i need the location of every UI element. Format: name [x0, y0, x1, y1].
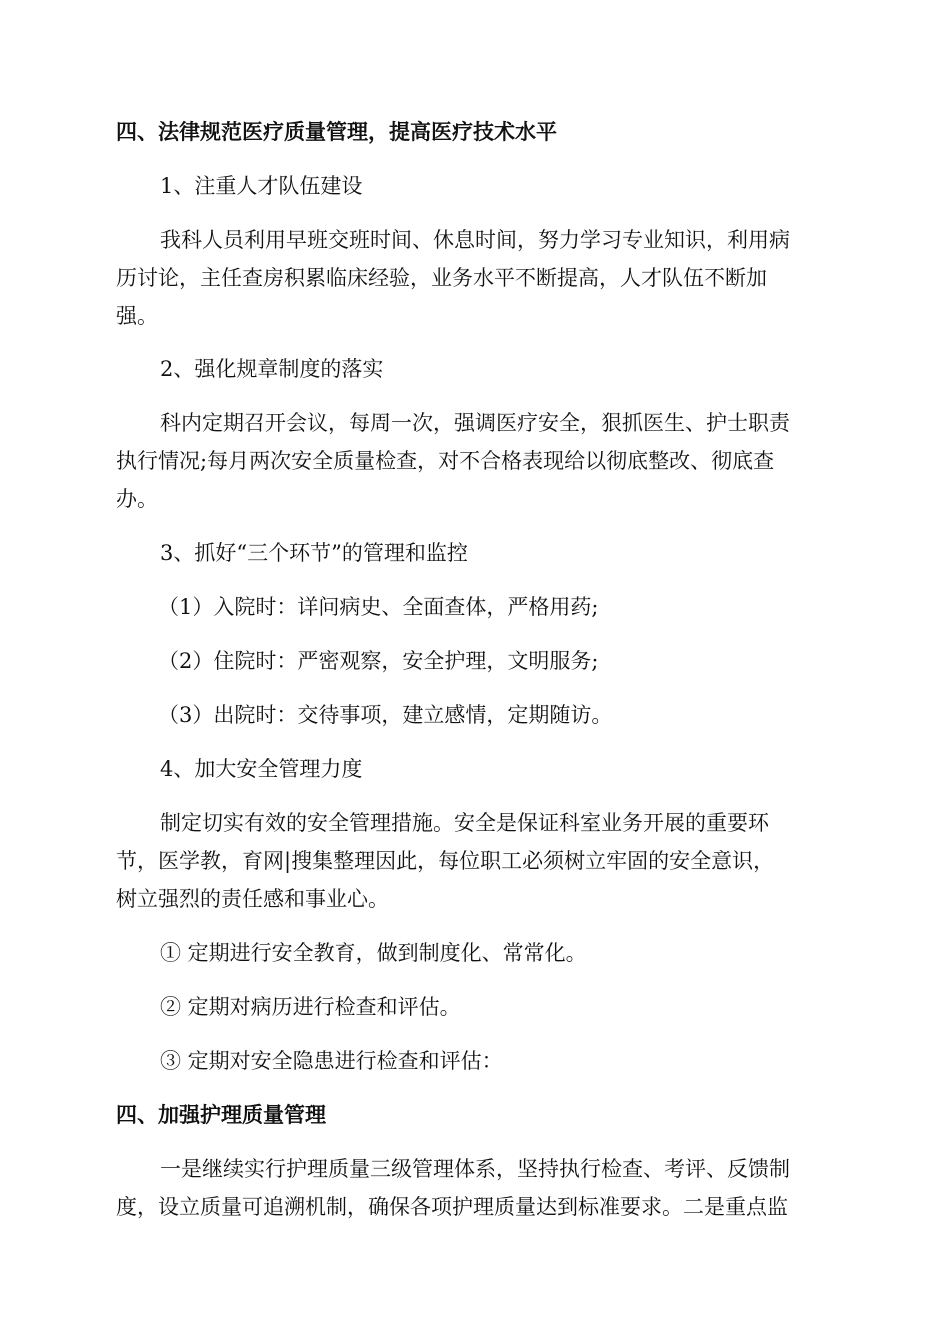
- item-4-list-2: ② 定期对病历进行检查和评估。: [160, 995, 461, 1019]
- item-1-paragraph-line-1: 我科人员利用早班交班时间、休息时间，努力学习专业知识，利用病: [160, 228, 790, 252]
- item-4-paragraph-line-1: 制定切实有效的安全管理措施。安全是保证科室业务开展的重要环: [160, 811, 769, 835]
- item-1-paragraph-line-2: 历讨论，主任查房积累临床经验，业务水平不断提高，人才队伍不断加: [116, 266, 767, 290]
- item-3-list-2: （2）住院时：严密观察，安全护理，文明服务;: [158, 649, 599, 673]
- item-1-heading: 1、注重人才队伍建设: [160, 174, 363, 198]
- section-2-title: 四、加强护理质量管理: [116, 1103, 326, 1127]
- item-2-paragraph-line-2: 执行情况;每月两次安全质量检查，对不合格表现给以彻底整改、彻底查: [116, 449, 775, 473]
- item-4-paragraph-line-3: 树立强烈的责任感和事业心。: [116, 887, 389, 911]
- item-2-heading: 2、强化规章制度的落实: [160, 357, 384, 381]
- item-1-paragraph-line-3: 强。: [116, 304, 158, 328]
- section-2-paragraph-line-1: 一是继续实行护理质量三级管理体系，坚持执行检查、考评、反馈制: [160, 1157, 790, 1181]
- item-4-paragraph-line-2: 节，医学教，育网|搜集整理因此，每位职工必须树立牢固的安全意识，: [116, 849, 775, 873]
- item-4-heading: 4、加大安全管理力度: [160, 757, 363, 781]
- item-2-paragraph-line-3: 办。: [116, 487, 158, 511]
- item-3-list-3: （3）出院时：交待事项，建立感情，定期随访。: [158, 703, 613, 727]
- item-4-list-1: ① 定期进行安全教育，做到制度化、常常化。: [160, 941, 587, 965]
- item-4-list-3: ③ 定期对安全隐患进行检查和评估：: [160, 1049, 503, 1073]
- section-2-paragraph-line-2: 度，设立质量可追溯机制，确保各项护理质量达到标准要求。二是重点监: [116, 1195, 788, 1219]
- item-2-paragraph-line-1: 科内定期召开会议，每周一次，强调医疗安全，狠抓医生、护士职责: [160, 411, 790, 435]
- item-3-list-1: （1）入院时：详问病史、全面查体，严格用药;: [158, 595, 599, 619]
- section-1-title: 四、法律规范医疗质量管理，提高医疗技术水平: [116, 120, 557, 144]
- item-3-heading: 3、抓好“三个环节”的管理和监控: [160, 541, 468, 565]
